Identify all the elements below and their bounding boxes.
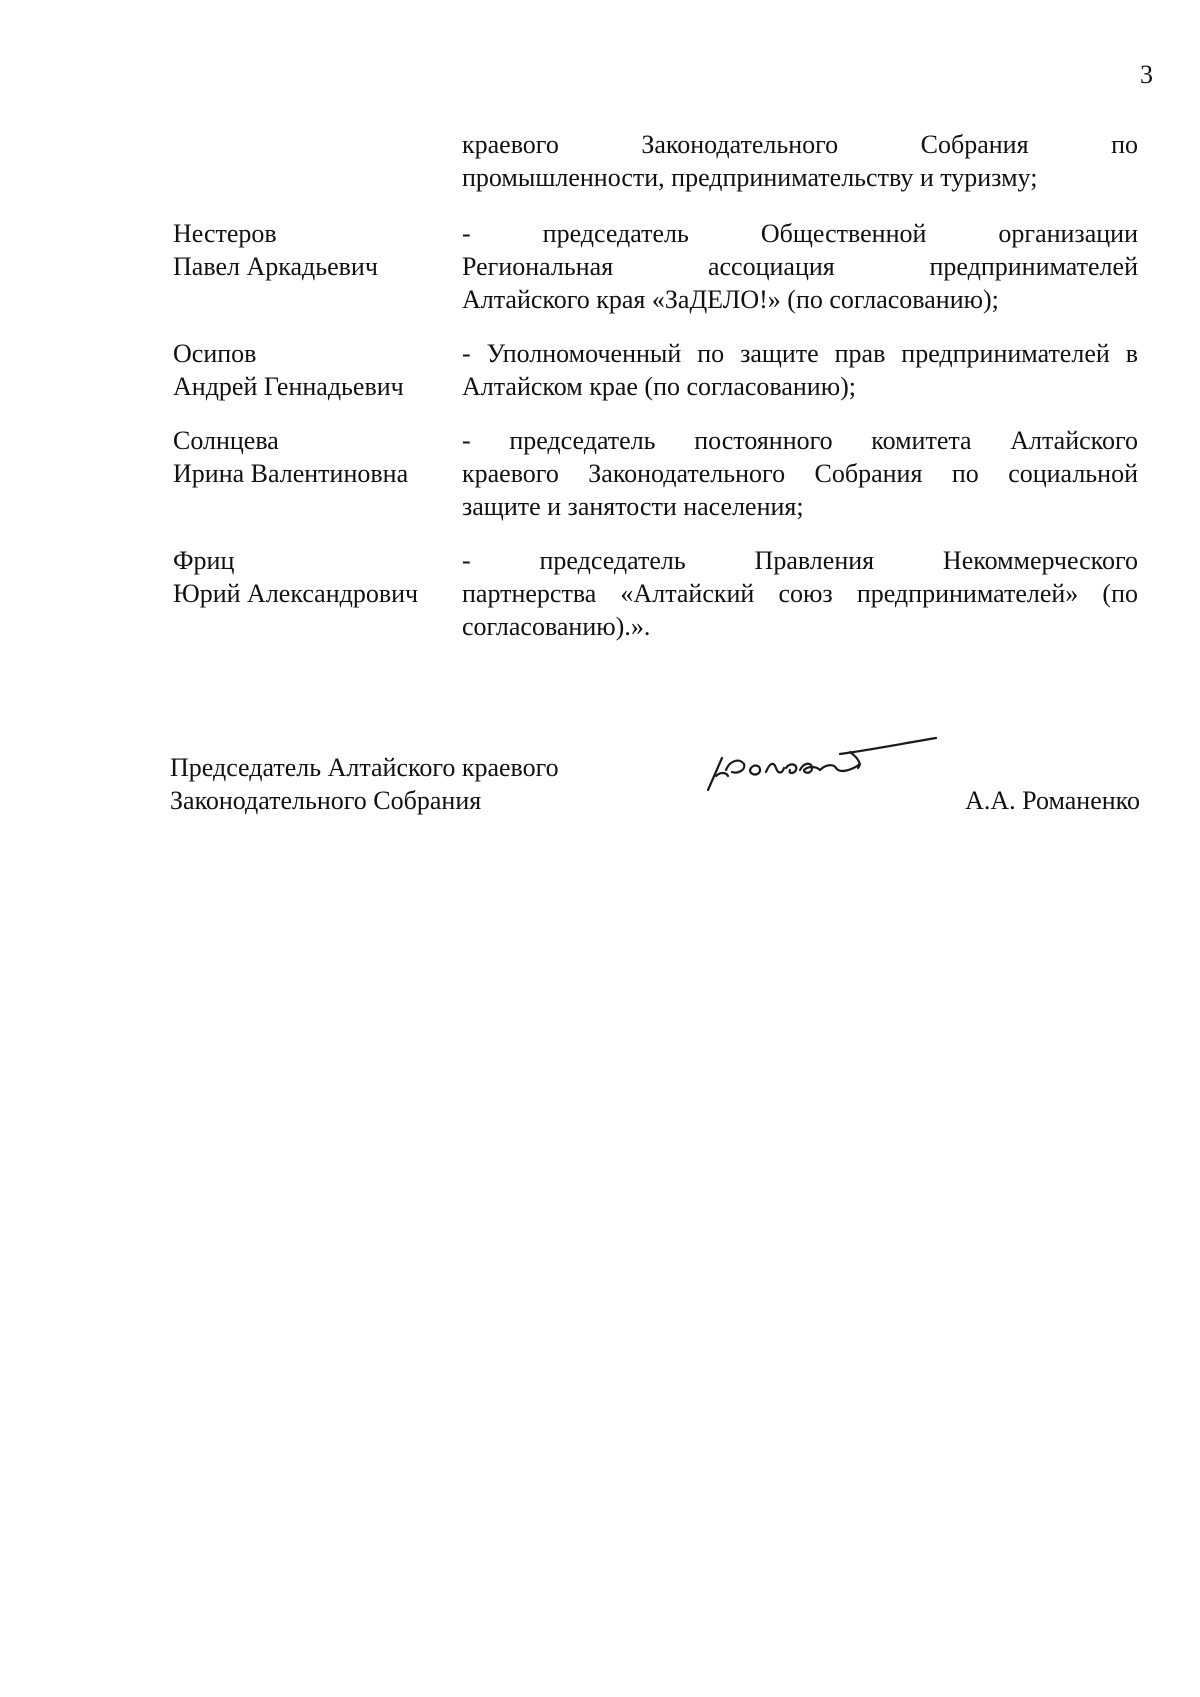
description-line: - председатель постоянного комитета Алтайского [462, 426, 1138, 455]
description-line: Алтайского края «ЗаДЕЛО!» (по согласованию); [462, 285, 999, 314]
member-description [462, 424, 1138, 523]
description-line: партнерства «Алтайский союз предпринимателей» (по [462, 579, 1138, 608]
member-description [462, 217, 1138, 316]
member-given-names: Андрей Геннадьевич [173, 372, 404, 401]
description-line: промышленности, предпринимательству и туризму; [462, 163, 1038, 192]
page-number: 3 [1140, 60, 1153, 89]
member-given-names: Павел Аркадьевич [173, 252, 378, 281]
member-name [173, 337, 453, 403]
member-surname: Фриц [173, 546, 235, 575]
description-line: краевого Законодательного Собрания по социальной [462, 459, 1138, 488]
signer-name: А.А. Романенко [965, 786, 1140, 815]
member-description [462, 544, 1138, 643]
position-line: Законодательного Собрания [170, 786, 482, 815]
member-description [462, 128, 1138, 194]
description-line: согласованию).». [462, 612, 651, 641]
position-line: Председатель Алтайского краевого [170, 753, 559, 782]
member-name [173, 217, 453, 283]
member-given-names: Ирина Валентиновна [173, 459, 409, 488]
member-surname: Осипов [173, 339, 257, 368]
member-description [462, 337, 1138, 403]
member-surname: Солнцева [173, 426, 279, 455]
member-surname: Нестеров [173, 219, 277, 248]
member-name [173, 544, 453, 610]
member-given-names: Юрий Александрович [173, 579, 419, 608]
description-line: - председатель Общественной организации [462, 219, 1138, 248]
description-line: - председатель Правления Некоммерческого [462, 546, 1138, 575]
description-line: защите и занятости населения; [462, 492, 804, 521]
member-name [173, 424, 453, 490]
description-line: Алтайском крае (по согласованию); [462, 372, 857, 401]
description-line: - Уполномоченный по защите прав предпринимателей в [462, 339, 1138, 368]
description-line: краевого Законодательного Собрания по [462, 130, 1138, 159]
signatory-position [170, 751, 670, 817]
description-line: Региональная ассоциация предпринимателей [462, 252, 1138, 281]
